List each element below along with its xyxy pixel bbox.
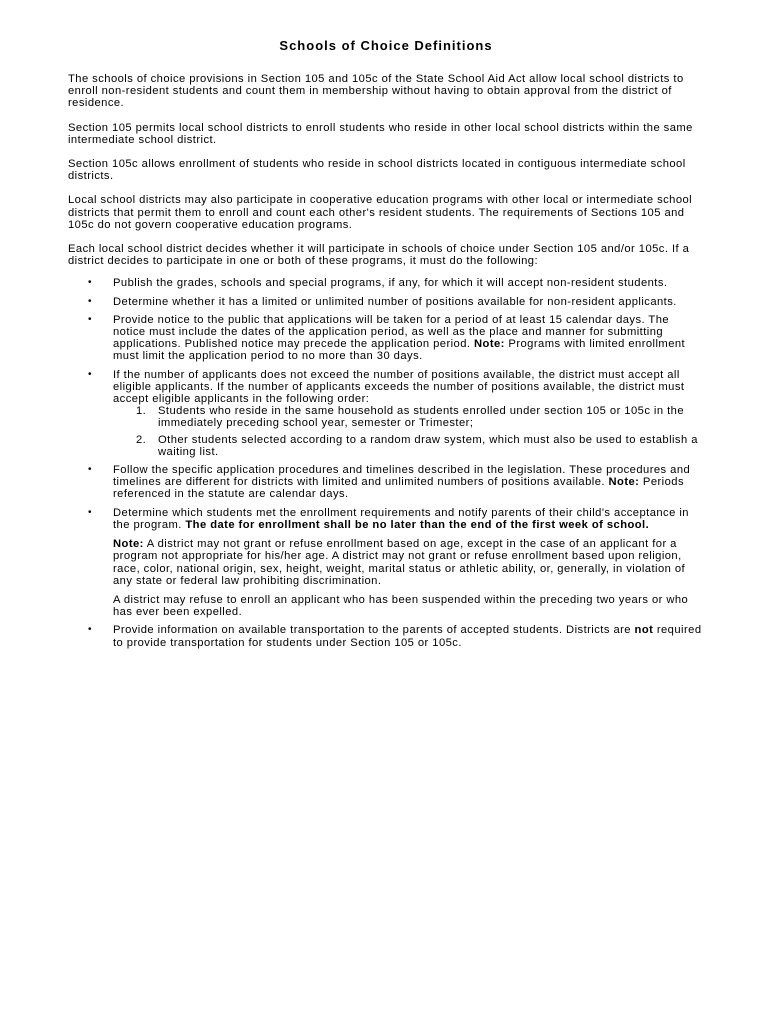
list-item <box>68 624 704 648</box>
note-label: Note: <box>608 476 640 489</box>
paragraph-participation: Each local school district decides whether it will participate in schools of choice under Section 105 and/or 105c. If a district decides to participate in one or both of these programs, it must do the following: <box>68 243 690 268</box>
note-label: Note: <box>113 538 144 551</box>
list-item-text: Publish the grades, schools and special programs, if any, for which it will accept non-resident students. <box>113 277 668 290</box>
item-number: 2. <box>136 433 147 446</box>
item-number: 1. <box>136 405 147 418</box>
list-item-text-end: required to provide transportation for students under Section 105 or 105c. <box>113 624 702 649</box>
list-item-text: If the number of applicants does not exceed the number of positions available, the district must accept all eligible applicants. If the number of applicants exceeds the number of positions available, the district must accept eligible applicants in the following order: <box>113 368 685 406</box>
list-item-text: Provide information on available transportation to the parents of accepted students. Districts are <box>113 624 635 637</box>
sub-list-item <box>113 434 704 458</box>
paragraph-section-105: Section 105 permits local school districts to enroll students who reside in other local school districts within the same intermediate school district. <box>68 121 693 146</box>
list-item-text: Follow the specific application procedures and timelines described in the legislation. These procedures and timelines are different for districts with limited and unlimited numbers of positions available. <box>113 464 691 489</box>
paragraph-section-105c: Section 105c allows enrollment of students who reside in school districts located in contiguous intermediate school districts. <box>68 158 686 183</box>
discrimination-note <box>113 538 704 587</box>
list-item-text: Determine whether it has a limited or unlimited number of positions available for non-resident applicants. <box>113 295 677 308</box>
bullet-icon: • <box>88 368 92 380</box>
bullet-icon: • <box>88 313 92 325</box>
bullet-icon: • <box>88 295 92 307</box>
document-body <box>68 39 704 655</box>
expulsion-paragraph: A district may refuse to enroll an applicant who has been suspended within the preceding two years or who has ever been expelled. <box>113 593 689 619</box>
sub-list-item-text: Other students selected according to a random draw system, which must also be used to establish a waiting list. <box>158 433 698 458</box>
list-item <box>68 314 704 363</box>
emphasis-not: not <box>634 624 654 637</box>
paragraph-cooperative-programs: Local school districts may also participate in cooperative education programs with other local or intermediate school districts that permit them to enroll and count each other's resident students. The requirements of Sections 105 and 105c do not govern cooperative education programs. <box>68 194 693 231</box>
sub-list-item <box>113 405 704 429</box>
paragraph-intro: The schools of choice provisions in Section 105 and 105c of the State School Aid Act allow local school districts to enroll non-resident students and count them in membership without having to obtain approval from the district of residence. <box>68 73 684 110</box>
requirements-list <box>68 277 704 648</box>
note-label: Note: <box>474 338 505 351</box>
list-item <box>68 277 704 289</box>
bullet-icon: • <box>88 506 92 518</box>
document-title: Schools of Choice Definitions <box>279 38 493 53</box>
list-item-text: Provide notice to the public that applications will be taken for a period of at least 15 calendar days. The notice must include the dates of the application period, as well as the place and manner for submitting applications. Published notice may precede the application period. <box>113 313 670 351</box>
list-item <box>68 507 704 619</box>
priority-order-list <box>113 405 704 458</box>
bullet-icon: • <box>88 624 92 636</box>
note-text: A district may not grant or refuse enrollment based on age, except in the case of an applicant for a program not appropriate for his/her age. A district may not grant or refuse enrollment based upon religion, race, color, national origin, sex, height, weight, marital status or athletic ability, or, generally, in violation of any state or federal law prohibiting discrimination. <box>113 538 686 587</box>
bullet-icon: • <box>88 464 92 476</box>
list-item <box>68 464 704 501</box>
list-item-text: Determine which students met the enrollment requirements and notify parents of their child's acceptance in the program. <box>113 506 689 531</box>
bullet-icon: • <box>88 277 92 289</box>
enrollment-deadline: The date for enrollment shall be no later than the end of the first week of school. <box>185 518 650 531</box>
sub-list-item-text: Students who reside in the same household as students enrolled under section 105 or 105c in the immediately preceding school year, semester or Trimester; <box>158 405 684 430</box>
list-item <box>68 369 704 458</box>
note-text: Periods referenced in the statute are calendar days. <box>113 476 685 501</box>
list-item <box>68 296 704 308</box>
note-text: Programs with limited enrollment must limit the application period to no more than 30 days. <box>113 338 686 363</box>
